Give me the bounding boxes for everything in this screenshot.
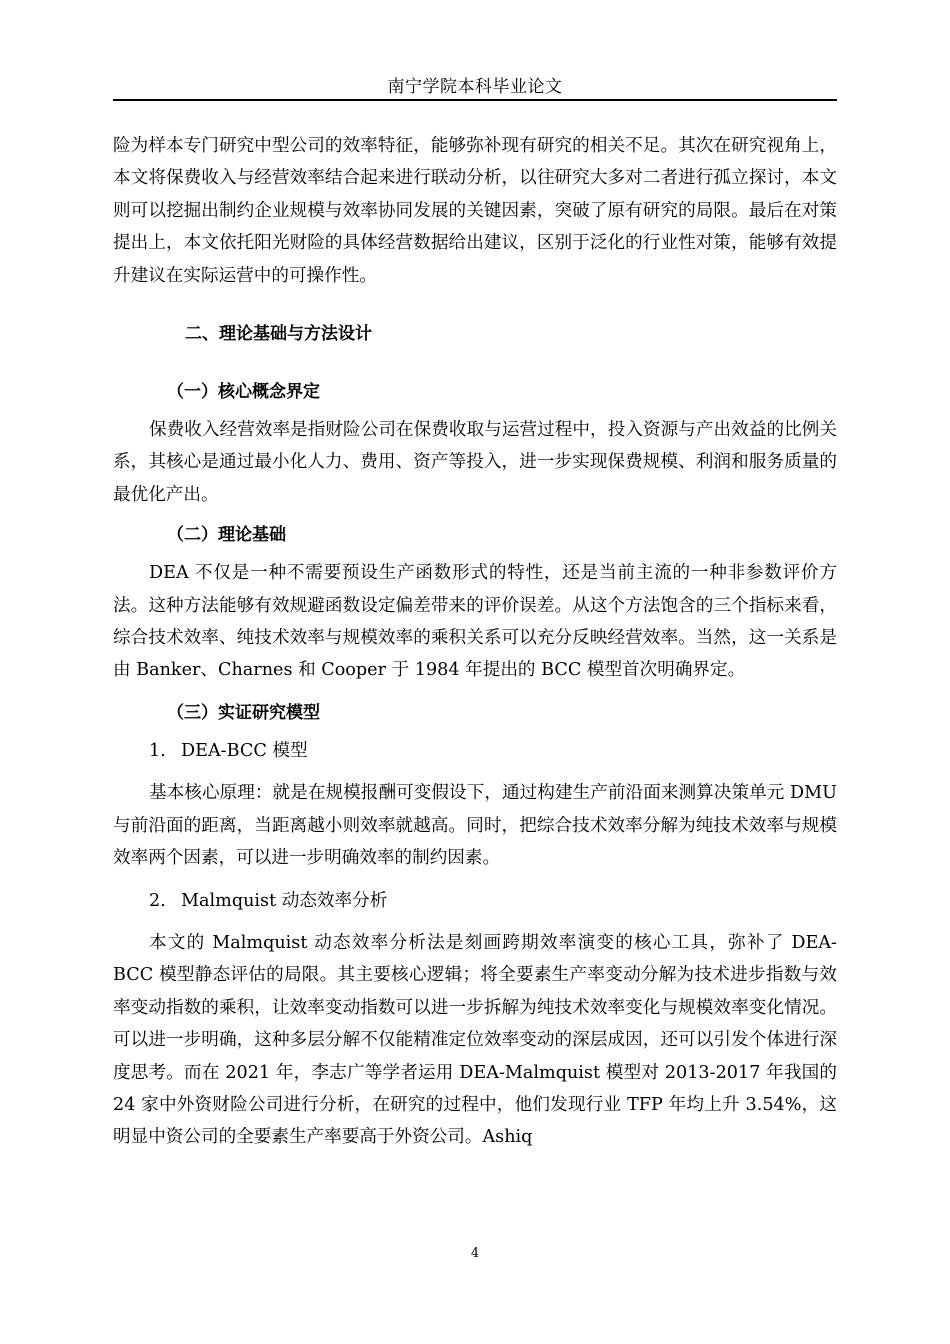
item-number: 1. — [149, 740, 166, 761]
page-header-title: 南宁学院本科毕业论文 — [387, 77, 563, 97]
page-number: 4 — [470, 1246, 480, 1261]
subsection-heading-concepts: （一）核心概念界定 — [167, 382, 320, 403]
numbered-item-1 — [113, 735, 837, 767]
intro-paragraph: 险为样本专门研究中型公司的效率特征，能够弥补现有研究的相关不足。其次在研究视角上，本文将保费收入与经营效率结合起来进行联动分析，以往研究大多对二者进行孤立探讨，本文则可以挖掘出制约企业规模与效率协同发展的关键因素，突破了原有研究的局限。最后在对策提出上，本文依托阳光财险的具体经营数据给出建议，区别于泛化的行业性对策，能够有效提升建议在实际运营中的可操作性。 — [113, 136, 837, 286]
subsection-heading-model: （三）实证研究模型 — [167, 702, 320, 723]
subsection-heading-theory: （二）理论基础 — [167, 525, 286, 546]
concepts-paragraph: 保费收入经营效率是指财险公司在保费收取与运营过程中，投入资源与产出效益的比例关系，其核心是通过最小化人力、费用、资产等投入，进一步实现保费规模、利润和服务质量的最优化产出。 — [113, 420, 837, 505]
section-heading: 二、理论基础与方法设计 — [185, 324, 372, 345]
theory-paragraph: DEA 不仅是一种不需要预设生产函数形式的特性，还是当前主流的一种非参数评价方法。这种方法能够有效规避函数设定偏差带来的评价误差。从这个方法饱含的三个指标来看，综合技术效率、纯技术效率与规模效率的乘积关系可以充分反映经营效率。当然，这一关系是由 Banker、Charnes 和 Cooper 于 1984 年提出的 BCC 模型首次明确界定。 — [113, 563, 837, 681]
item-title: DEA-BCC 模型 — [181, 740, 308, 761]
numbered-item-2 — [113, 885, 837, 917]
malmquist-paragraph: 本文的 Malmquist 动态效率分析法是刻画跨期效率演变的核心工具，弥补了 DEA-BCC 模型静态评估的局限。其主要核心逻辑；将全要素生产率变动分解为技术进步指数与效率变动指数的乘积，让效率变动指数可以进一步拆解为纯技术效率变化与规模效率变化情况。可以进一步明确，这种多层分解不仅能精准定位效率变动的深层成因，还可以引发个体进行深度思考。而在 2021 年，李志广等学者运用 DEA-Malmquist 模型对 2013-2017 年我国的 24 家中外资财险公司进行分析，在研究的过程中，他们发现行业 TFP 年均上升 3.54%，这明显中资公司的全要素生产率要高于外资公司。Ashiq — [113, 932, 837, 1148]
item-number: 2. — [149, 890, 166, 911]
item-title: Malmquist 动态效率分析 — [181, 890, 388, 911]
header-divider — [113, 99, 837, 101]
dea-bcc-paragraph: 基本核心原理：就是在规模报酬可变假设下，通过构建生产前沿面来测算决策单元 DMU 与前沿面的距离，当距离越小则效率就越高。同时，把综合技术效率分解为纯技术效率与规模效率两个因素，可以进一步明确效率的制约因素。 — [113, 783, 837, 869]
page-body — [113, 130, 837, 1154]
